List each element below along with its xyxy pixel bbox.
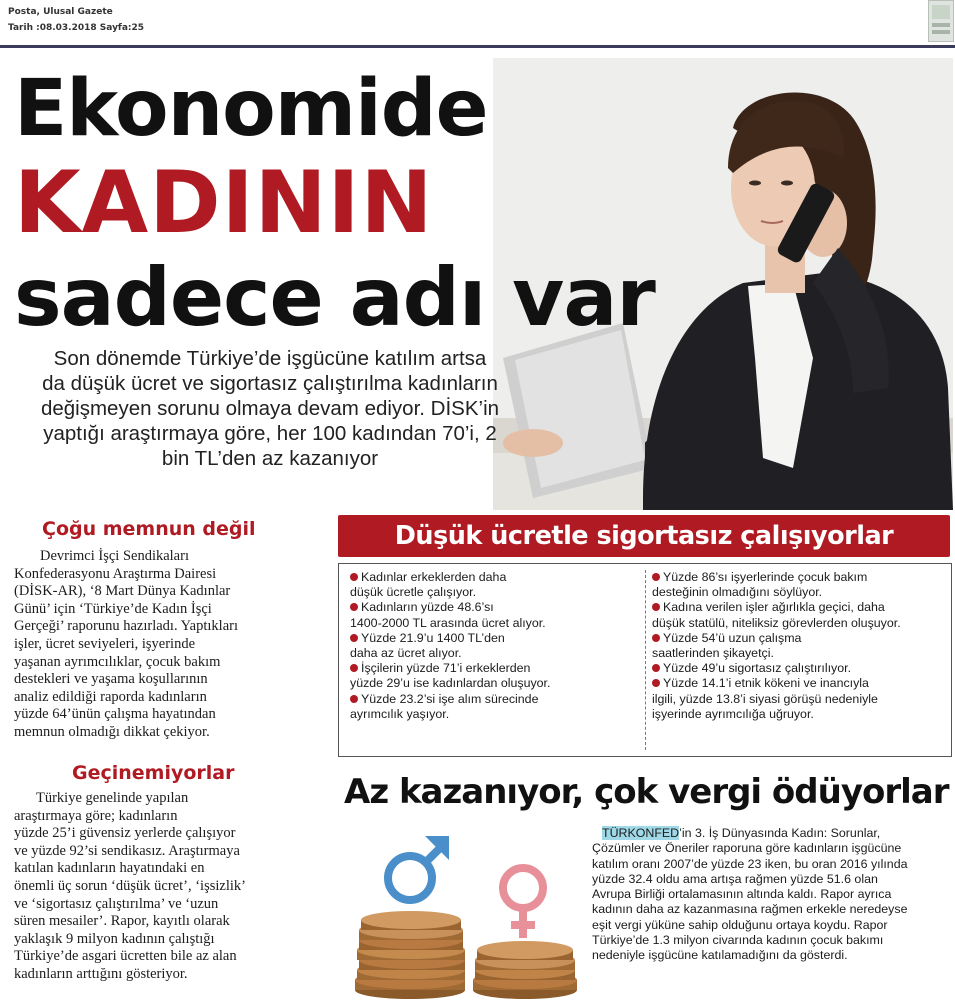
box-divider (645, 570, 646, 750)
highlighted-org: TÜRKONFED (602, 826, 680, 840)
bullet-icon (350, 603, 358, 611)
headline-line1: Ekonomide (14, 64, 488, 154)
section-body-1 (14, 548, 334, 742)
box-left-column (350, 570, 640, 722)
list-item-text: 1400-2000 TL arasında ücret alıyor. (350, 615, 546, 630)
list-item (350, 600, 640, 630)
list-item-text: düşük statülü, niteliksiz görevlerden oluşuyor. (652, 615, 901, 630)
text-line: yüzde 25’i güvensiz yerlerde çalışıyor (14, 825, 236, 842)
section-title-2: Geçinemiyorlar (72, 762, 235, 784)
section-title-1: Çoğu memnun değil (42, 518, 256, 540)
bullet-icon (652, 634, 660, 642)
text-line (592, 826, 942, 841)
list-item-text: saatlerinden şikayetçi. (652, 646, 774, 661)
text-line: Konfederasyonu Araştırma Dairesi (14, 565, 217, 582)
list-item (652, 600, 948, 630)
box-title: Düşük ücretle sigortasız çalışıyorlar (394, 521, 894, 551)
list-item-text: desteğinin olmadığını söylüyor. (652, 585, 823, 600)
text-line: Devrimci İşçi Sendikaları (40, 548, 189, 564)
text-line: yaklaşık 9 milyon kadının çalıştığı (14, 930, 215, 947)
header-rule (0, 45, 955, 48)
text-line: kadınların arttığını gösteriyor. (14, 965, 188, 982)
bullet-icon (652, 603, 660, 611)
list-item-text: daha az ücret alıyor. (350, 646, 462, 661)
list-item-text: İşçilerin yüzde 71’i erkeklerden (361, 661, 531, 676)
text-line: ve yüzde 92’si sendikasız. Araştırmaya (14, 842, 240, 859)
list-item-text: Kadına verilen işler ağırlıkla geçici, daha (663, 600, 885, 615)
list-item (652, 661, 948, 676)
list-item-text: Yüzde 86’sı işyerlerinde çocuk bakım (663, 570, 868, 584)
text-line: eşit vergi yüküne sahip olduğunu ortaya koydu. Rapor (592, 917, 888, 932)
female-symbol-icon (503, 868, 543, 938)
bullet-icon (652, 664, 660, 672)
publication-name: Posta, Ulusal Gazete (8, 7, 113, 17)
text-line: katılan kadınların hayatındaki en (14, 860, 205, 877)
thumbnail-icon (928, 0, 954, 42)
list-item-text: Kadınların yüzde 48.6’sı (361, 600, 494, 615)
text-line: yüzde 64’ünün çalışma hayatından (14, 706, 216, 723)
list-item-text: Yüzde 14.1’i etnik kökeni ve inancıyla (663, 676, 869, 691)
text-line: Günü’ için ‘Türkiye’de Kadın İşçi (14, 600, 212, 617)
list-item-text: Yüzde 21.9’u 1400 TL’den (361, 630, 505, 645)
bullet-icon (350, 573, 358, 581)
list-item (652, 570, 948, 600)
list-item (350, 631, 640, 661)
date-page: Tarih :08.03.2018 Sayfa:25 (8, 23, 145, 33)
text-line: analiz edildiği raporda kadınların (14, 688, 207, 705)
bullet-icon (350, 695, 358, 703)
text-line: Çözümler ve Öneriler raporuna göre kadınların işgücüne (592, 841, 902, 856)
text-line: önemli üç sorun ‘düşük ücret’, ‘işsizlik’ (14, 877, 246, 894)
list-item-text: Yüzde 23.2’si işe alım sürecinde (361, 691, 539, 706)
bullet-icon (350, 664, 358, 672)
list-item-text: ilgili, yüzde 13.8’i siyasi görüşü nedeniyle (652, 691, 878, 706)
text-line-rest: ’in 3. İş Dünyasında Kadın: Sorunlar, (679, 826, 881, 840)
text-line: süren mesailer’. Rapor, kayıtlı olarak (14, 913, 230, 930)
bullet-icon (652, 573, 660, 581)
male-symbol-icon (388, 836, 449, 900)
section-body-2 (14, 790, 334, 984)
text-line: Türkiye’de asgari ücretten bile az alan (14, 948, 237, 965)
list-item-text: Yüzde 54’ü uzun çalışma (663, 630, 802, 645)
list-item-text: Yüzde 49’u sigortasız çalıştırılıyor. (663, 661, 852, 676)
headline-line3: sadece adı var (14, 251, 655, 344)
text-line: Türkiye’de 1.3 milyon civarında kadının çocuk bakımı (592, 933, 884, 948)
text-line: (DİSK-AR), ‘8 Mart Dünya Kadınlar (14, 583, 231, 600)
text-line: kadının daha az kazanmasına rağmen erkekle neredeyse (592, 902, 908, 917)
text-line: yaşanan ayrımcılıklar, çocuk bakım (14, 653, 221, 670)
coin-stack-icon (473, 941, 577, 999)
list-item-text: ayrımcılık yaşıyor. (350, 706, 450, 721)
text-line: Gerçeği’ raporunu hazırladı. Yaptıkları (14, 618, 238, 635)
list-item-text: yüzde 29’u ise kadınlardan oluşuyor. (350, 676, 551, 691)
headline-line2: KADININ (14, 153, 434, 253)
text-line: araştırmaya göre; kadınların (14, 807, 178, 824)
list-item-text: işyerinde ayrımcılığa uğruyor. (652, 706, 814, 721)
text-line: ve ‘sigortasız çalıştırılma’ ve ‘uzun (14, 895, 219, 912)
text-line: destekleri ve yaşama koşullarının (14, 671, 208, 688)
text-line: Avrupa Birliği ortalamasının altında kaldı. Rapor ayrıca (592, 887, 892, 902)
list-item (350, 692, 640, 722)
list-item (350, 570, 640, 600)
text-line: Türkiye genelinde yapılan (36, 790, 189, 806)
lead-paragraph: Son dönemde Türkiye’de işgücüne katılım artsa da düşük ücret ve sigortasız çalıştırılma kadınların değişmeyen sorunu olmaya devam ediyor. DİSK’in yaptığı araştırmaya göre, her 100 kadından 70’i, 2 bin TL’den az kazanıyor (40, 347, 500, 470)
gender-coins-illustration (345, 830, 585, 1000)
section-title-3: Az kazanıyor, çok vergi ödüyorlar (344, 772, 949, 812)
text-line: işler, ücret seviyeleri, işyerinde (14, 635, 196, 652)
text-line: nedeniyle işgücüne katılamadığını da gösterdi. (592, 948, 848, 963)
coin-stack-icon (355, 911, 465, 999)
bullet-icon (350, 634, 358, 642)
box-right-column (652, 570, 948, 722)
list-item (350, 661, 640, 691)
bullet-icon (652, 679, 660, 687)
text-line: memnun olmadığı dikkat çekiyor. (14, 723, 210, 740)
section-body-3 (592, 826, 942, 964)
text-line: katılım oranı 2007’de yüzde 23 iken, bu oran 2016 yılında (592, 856, 908, 871)
list-item-text: düşük ücretle çalışıyor. (350, 585, 477, 600)
list-item (652, 676, 948, 722)
list-item (652, 631, 948, 661)
list-item-text: Kadınlar erkeklerden daha (361, 570, 507, 584)
text-line: yüzde 32.4 oldu ama artışa rağmen yüzde 51.6 olan (592, 871, 878, 886)
